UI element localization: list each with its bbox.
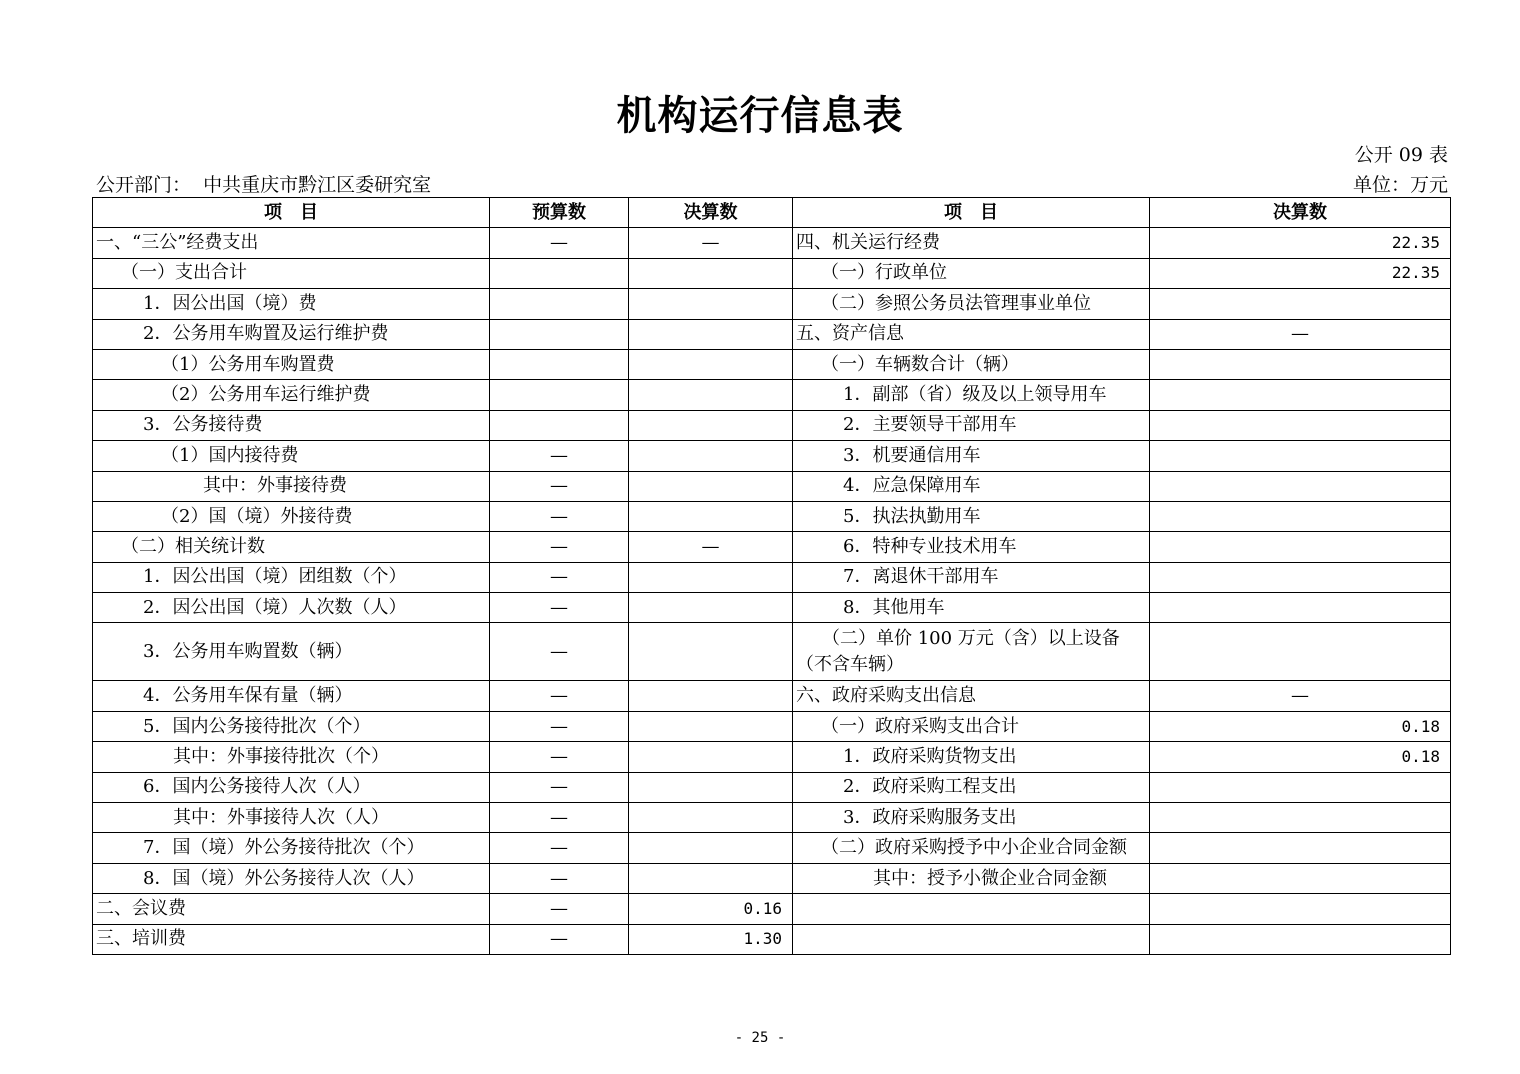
left-item-label: 其中：外事接待人次（人）: [93, 803, 490, 833]
left-final-value: [629, 863, 793, 893]
right-final-value: [1150, 833, 1451, 863]
right-item-label: 2．主要领导干部用车: [793, 410, 1150, 440]
table-row: [93, 681, 1451, 711]
left-item-label: （1）公务用车购置费: [93, 349, 490, 379]
left-budget-value: —: [490, 471, 629, 501]
right-item-label: （一）政府采购支出合计: [793, 711, 1150, 741]
left-final-value: [629, 410, 793, 440]
left-final-value: [629, 623, 793, 681]
right-final-value: [1150, 562, 1451, 592]
table-row: [93, 258, 1451, 288]
left-item-label: 2．公务用车购置及运行维护费: [93, 319, 490, 349]
left-final-value: [629, 833, 793, 863]
left-budget-value: [490, 319, 629, 349]
right-final-value: [1150, 501, 1451, 531]
left-budget-value: —: [490, 711, 629, 741]
left-budget-value: [490, 380, 629, 410]
left-final-value: [629, 501, 793, 531]
header-final-right: 决算数: [1150, 198, 1451, 228]
table-header-row: [93, 198, 1451, 228]
left-budget-value: —: [490, 772, 629, 802]
left-final-value: [629, 803, 793, 833]
left-item-label: 1．因公出国（境）费: [93, 289, 490, 319]
left-budget-value: —: [490, 803, 629, 833]
left-final-value: 0.16: [629, 894, 793, 924]
left-final-value: [629, 289, 793, 319]
right-item-label: 8．其他用车: [793, 593, 1150, 623]
left-item-label: 7．国（境）外公务接待批次（个）: [93, 833, 490, 863]
table-row: [93, 924, 1451, 954]
table-row: [93, 228, 1451, 258]
right-final-value: 0.18: [1150, 742, 1451, 772]
left-item-label: 三、培训费: [93, 924, 490, 954]
page-number: - 25 -: [734, 1030, 786, 1046]
table-row: [93, 349, 1451, 379]
right-final-value: [1150, 924, 1451, 954]
left-item-label: 二、会议费: [93, 894, 490, 924]
header-budget: 预算数: [490, 198, 629, 228]
right-item-label: 六、政府采购支出信息: [793, 681, 1150, 711]
left-final-value: [629, 319, 793, 349]
left-item-label: （二）相关统计数: [93, 532, 490, 562]
right-item-label: （二）单价 100 万元（含）以上设备（不含车辆）: [793, 623, 1150, 681]
right-item-label: 3．政府采购服务支出: [793, 803, 1150, 833]
left-final-value: —: [629, 532, 793, 562]
left-budget-value: —: [490, 228, 629, 258]
right-final-value: 22.35: [1150, 228, 1451, 258]
right-item-label: 1．政府采购货物支出: [793, 742, 1150, 772]
left-final-value: [629, 593, 793, 623]
right-item-label: 其中：授予小微企业合同金额: [793, 863, 1150, 893]
left-item-label: 6．国内公务接待人次（人）: [93, 772, 490, 802]
left-final-value: [629, 380, 793, 410]
left-final-value: [629, 471, 793, 501]
left-budget-value: [490, 410, 629, 440]
left-item-label: （2）公务用车运行维护费: [93, 380, 490, 410]
left-budget-value: [490, 258, 629, 288]
right-final-value: [1150, 289, 1451, 319]
left-item-label: 5．国内公务接待批次（个）: [93, 711, 490, 741]
left-budget-value: [490, 349, 629, 379]
right-final-value: —: [1150, 681, 1451, 711]
left-budget-value: —: [490, 532, 629, 562]
left-final-value: [629, 441, 793, 471]
table-row: [93, 742, 1451, 772]
table-row: [93, 319, 1451, 349]
right-final-value: [1150, 593, 1451, 623]
right-final-value: [1150, 863, 1451, 893]
left-final-value: [629, 258, 793, 288]
table-row: [93, 532, 1451, 562]
header-final-left: 决算数: [629, 198, 793, 228]
right-final-value: [1150, 803, 1451, 833]
right-final-value: [1150, 441, 1451, 471]
left-budget-value: —: [490, 623, 629, 681]
right-final-value: [1150, 623, 1451, 681]
right-item-label: 2．政府采购工程支出: [793, 772, 1150, 802]
left-item-label: 一、“三公”经费支出: [93, 228, 490, 258]
table-row: [93, 833, 1451, 863]
left-final-value: [629, 772, 793, 802]
left-final-value: 1.30: [629, 924, 793, 954]
left-item-label: 其中：外事接待费: [93, 471, 490, 501]
right-final-value: —: [1150, 319, 1451, 349]
right-item-label: 7．离退休干部用车: [793, 562, 1150, 592]
left-item-label: 其中：外事接待批次（个）: [93, 742, 490, 772]
table-row: [93, 863, 1451, 893]
left-item-label: 3．公务接待费: [93, 410, 490, 440]
left-budget-value: —: [490, 742, 629, 772]
header-right-item: 项 目: [793, 198, 1150, 228]
left-item-label: （1）国内接待费: [93, 441, 490, 471]
left-final-value: [629, 711, 793, 741]
right-item-label: 5．执法执勤用车: [793, 501, 1150, 531]
left-item-label: 2．因公出国（境）人次数（人）: [93, 593, 490, 623]
right-item-label: 四、机关运行经费: [793, 228, 1150, 258]
left-budget-value: [490, 289, 629, 319]
table-row: [93, 803, 1451, 833]
unit-label: 单位：万元: [1352, 174, 1448, 196]
right-item-label: [793, 894, 1150, 924]
left-item-label: 1．因公出国（境）团组数（个）: [93, 562, 490, 592]
header-left-item: 项 目: [93, 198, 490, 228]
right-final-value: [1150, 894, 1451, 924]
department: [96, 170, 431, 197]
right-item-label: 6．特种专业技术用车: [793, 532, 1150, 562]
right-final-value: [1150, 471, 1451, 501]
left-final-value: [629, 349, 793, 379]
table-row: [93, 410, 1451, 440]
left-budget-value: —: [490, 681, 629, 711]
left-final-value: —: [629, 228, 793, 258]
right-item-label: 1．副部（省）级及以上领导用车: [793, 380, 1150, 410]
left-item-label: 8．国（境）外公务接待人次（人）: [93, 863, 490, 893]
left-final-value: [629, 562, 793, 592]
table-row: [93, 501, 1451, 531]
right-item-label: [793, 924, 1150, 954]
right-item-label: （二）政府采购授予中小企业合同金额: [793, 833, 1150, 863]
page-title: 机构运行信息表: [616, 93, 904, 139]
right-item-label: 3．机要通信用车: [793, 441, 1150, 471]
left-final-value: [629, 742, 793, 772]
left-budget-value: —: [490, 441, 629, 471]
left-item-label: 4．公务用车保有量（辆）: [93, 681, 490, 711]
form-number: 公开 09 表: [1354, 144, 1448, 166]
right-final-value: [1150, 410, 1451, 440]
left-item-label: （一）支出合计: [93, 258, 490, 288]
table-row: [93, 441, 1451, 471]
left-budget-value: —: [490, 863, 629, 893]
table-row: [93, 711, 1451, 741]
left-item-label: 3．公务用车购置数（辆）: [93, 623, 490, 681]
department-label: 公开部门：: [96, 174, 192, 196]
left-budget-value: —: [490, 924, 629, 954]
left-budget-value: —: [490, 562, 629, 592]
table-row: [93, 471, 1451, 501]
table-row: [93, 380, 1451, 410]
right-item-label: （一）车辆数合计（辆）: [793, 349, 1150, 379]
right-final-value: [1150, 380, 1451, 410]
left-budget-value: —: [490, 833, 629, 863]
table-row: [93, 623, 1451, 681]
right-final-value: 22.35: [1150, 258, 1451, 288]
right-final-value: 0.18: [1150, 711, 1451, 741]
table-row: [93, 289, 1451, 319]
right-final-value: [1150, 349, 1451, 379]
table-row: [93, 772, 1451, 802]
table-row: [93, 894, 1451, 924]
left-budget-value: —: [490, 593, 629, 623]
right-final-value: [1150, 772, 1451, 802]
right-final-value: [1150, 532, 1451, 562]
table-row: [93, 593, 1451, 623]
left-item-label: （2）国（境）外接待费: [93, 501, 490, 531]
table-row: [93, 562, 1451, 592]
left-final-value: [629, 681, 793, 711]
right-item-label: （二）参照公务员法管理事业单位: [793, 289, 1150, 319]
right-item-label: （一）行政单位: [793, 258, 1150, 288]
info-table: [92, 197, 1451, 955]
right-item-label: 4．应急保障用车: [793, 471, 1150, 501]
left-budget-value: —: [490, 501, 629, 531]
right-item-label: 五、资产信息: [793, 319, 1150, 349]
left-budget-value: —: [490, 894, 629, 924]
department-name: 中共重庆市黔江区委研究室: [203, 174, 432, 196]
